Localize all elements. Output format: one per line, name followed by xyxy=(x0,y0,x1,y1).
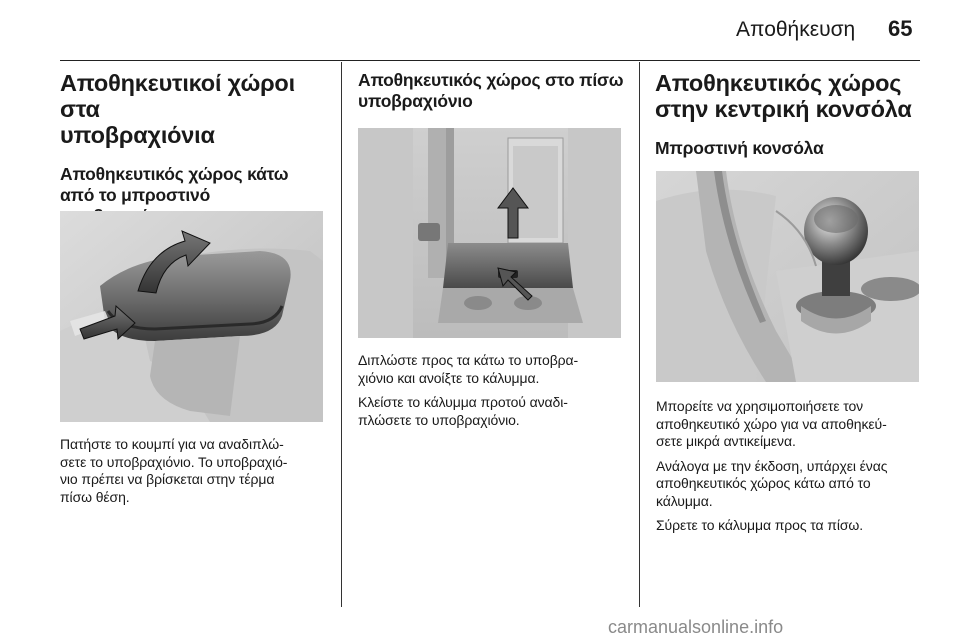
body-line: Ανάλογα με την έκδοση, υπάρχει ένας xyxy=(656,457,888,474)
section-heading xyxy=(655,70,921,122)
body-line: σετε το υποβραχιόνιο. Το υποβραχιό- xyxy=(60,453,288,470)
armrest-instructions xyxy=(60,436,332,506)
body-line: χιόνιο και ανοίξτε το κάλυμμα. xyxy=(358,369,540,386)
body-line: πλώσετε το υποβραχιόνιο. xyxy=(358,411,520,428)
watermark: carmanualsonline.info xyxy=(608,617,784,637)
subsection-heading-line: Αποθηκευτικός χώρος στο πίσω xyxy=(358,70,624,90)
body-line: νιο πρέπει να βρίσκεται στην τέρμα xyxy=(60,471,275,487)
column-divider-right xyxy=(639,62,640,607)
body-line: πίσω θέση. xyxy=(60,488,130,505)
section-heading xyxy=(60,70,326,148)
subsection-heading xyxy=(358,70,624,112)
section-heading-line: στην κεντρική κονσόλα xyxy=(655,96,912,122)
body-line: σετε μικρά αντικείμενα. xyxy=(656,433,796,449)
rear-armrest-instructions xyxy=(358,352,630,429)
center-console-illustration xyxy=(656,171,919,382)
column-divider-left xyxy=(341,62,342,607)
column-armrest-storage xyxy=(60,70,326,227)
body-line: Πατήστε το κουμπί για να αναδιπλώ- xyxy=(60,436,284,452)
header-title: Αποθήκευση xyxy=(736,18,856,41)
body-line: Κλείστε το κάλυμμα προτού αναδι- xyxy=(358,394,568,410)
column-center-console xyxy=(655,70,921,159)
column-rear-armrest xyxy=(358,70,624,112)
header-rule xyxy=(60,60,920,61)
body-line: κάλυμμα. xyxy=(656,492,713,509)
subsection-heading-line: από το μπροστινό xyxy=(60,185,211,205)
page-number: 65 xyxy=(888,16,913,41)
body-line: Μπορείτε να χρησιμοποιήσετε τον xyxy=(656,398,864,414)
section-heading-line: Αποθηκευτικός χώρος xyxy=(655,70,902,96)
body-line: Σύρετε το κάλυμμα προς τα πίσω. xyxy=(656,517,864,533)
body-line: αποθηκευτικό χώρο για να αποθηκεύ- xyxy=(656,415,887,432)
body-line: Διπλώστε προς τα κάτω το υποβρα- xyxy=(358,352,579,368)
body-line: αποθηκευτικός χώρος κάτω από το xyxy=(656,475,871,491)
front-armrest-illustration xyxy=(60,211,323,422)
section-heading-line: Αποθηκευτικοί χώροι στα xyxy=(60,70,295,122)
section-heading-line: υποβραχιόνια xyxy=(60,122,215,148)
subsection-heading: Μπροστινή κονσόλα xyxy=(655,138,824,158)
subsection-heading-line: υποβραχιόνιο xyxy=(358,91,473,111)
rear-armrest-illustration xyxy=(358,128,621,338)
center-console-instructions xyxy=(656,398,928,535)
subsection-heading-line: Αποθηκευτικός χώρος κάτω xyxy=(60,164,289,184)
